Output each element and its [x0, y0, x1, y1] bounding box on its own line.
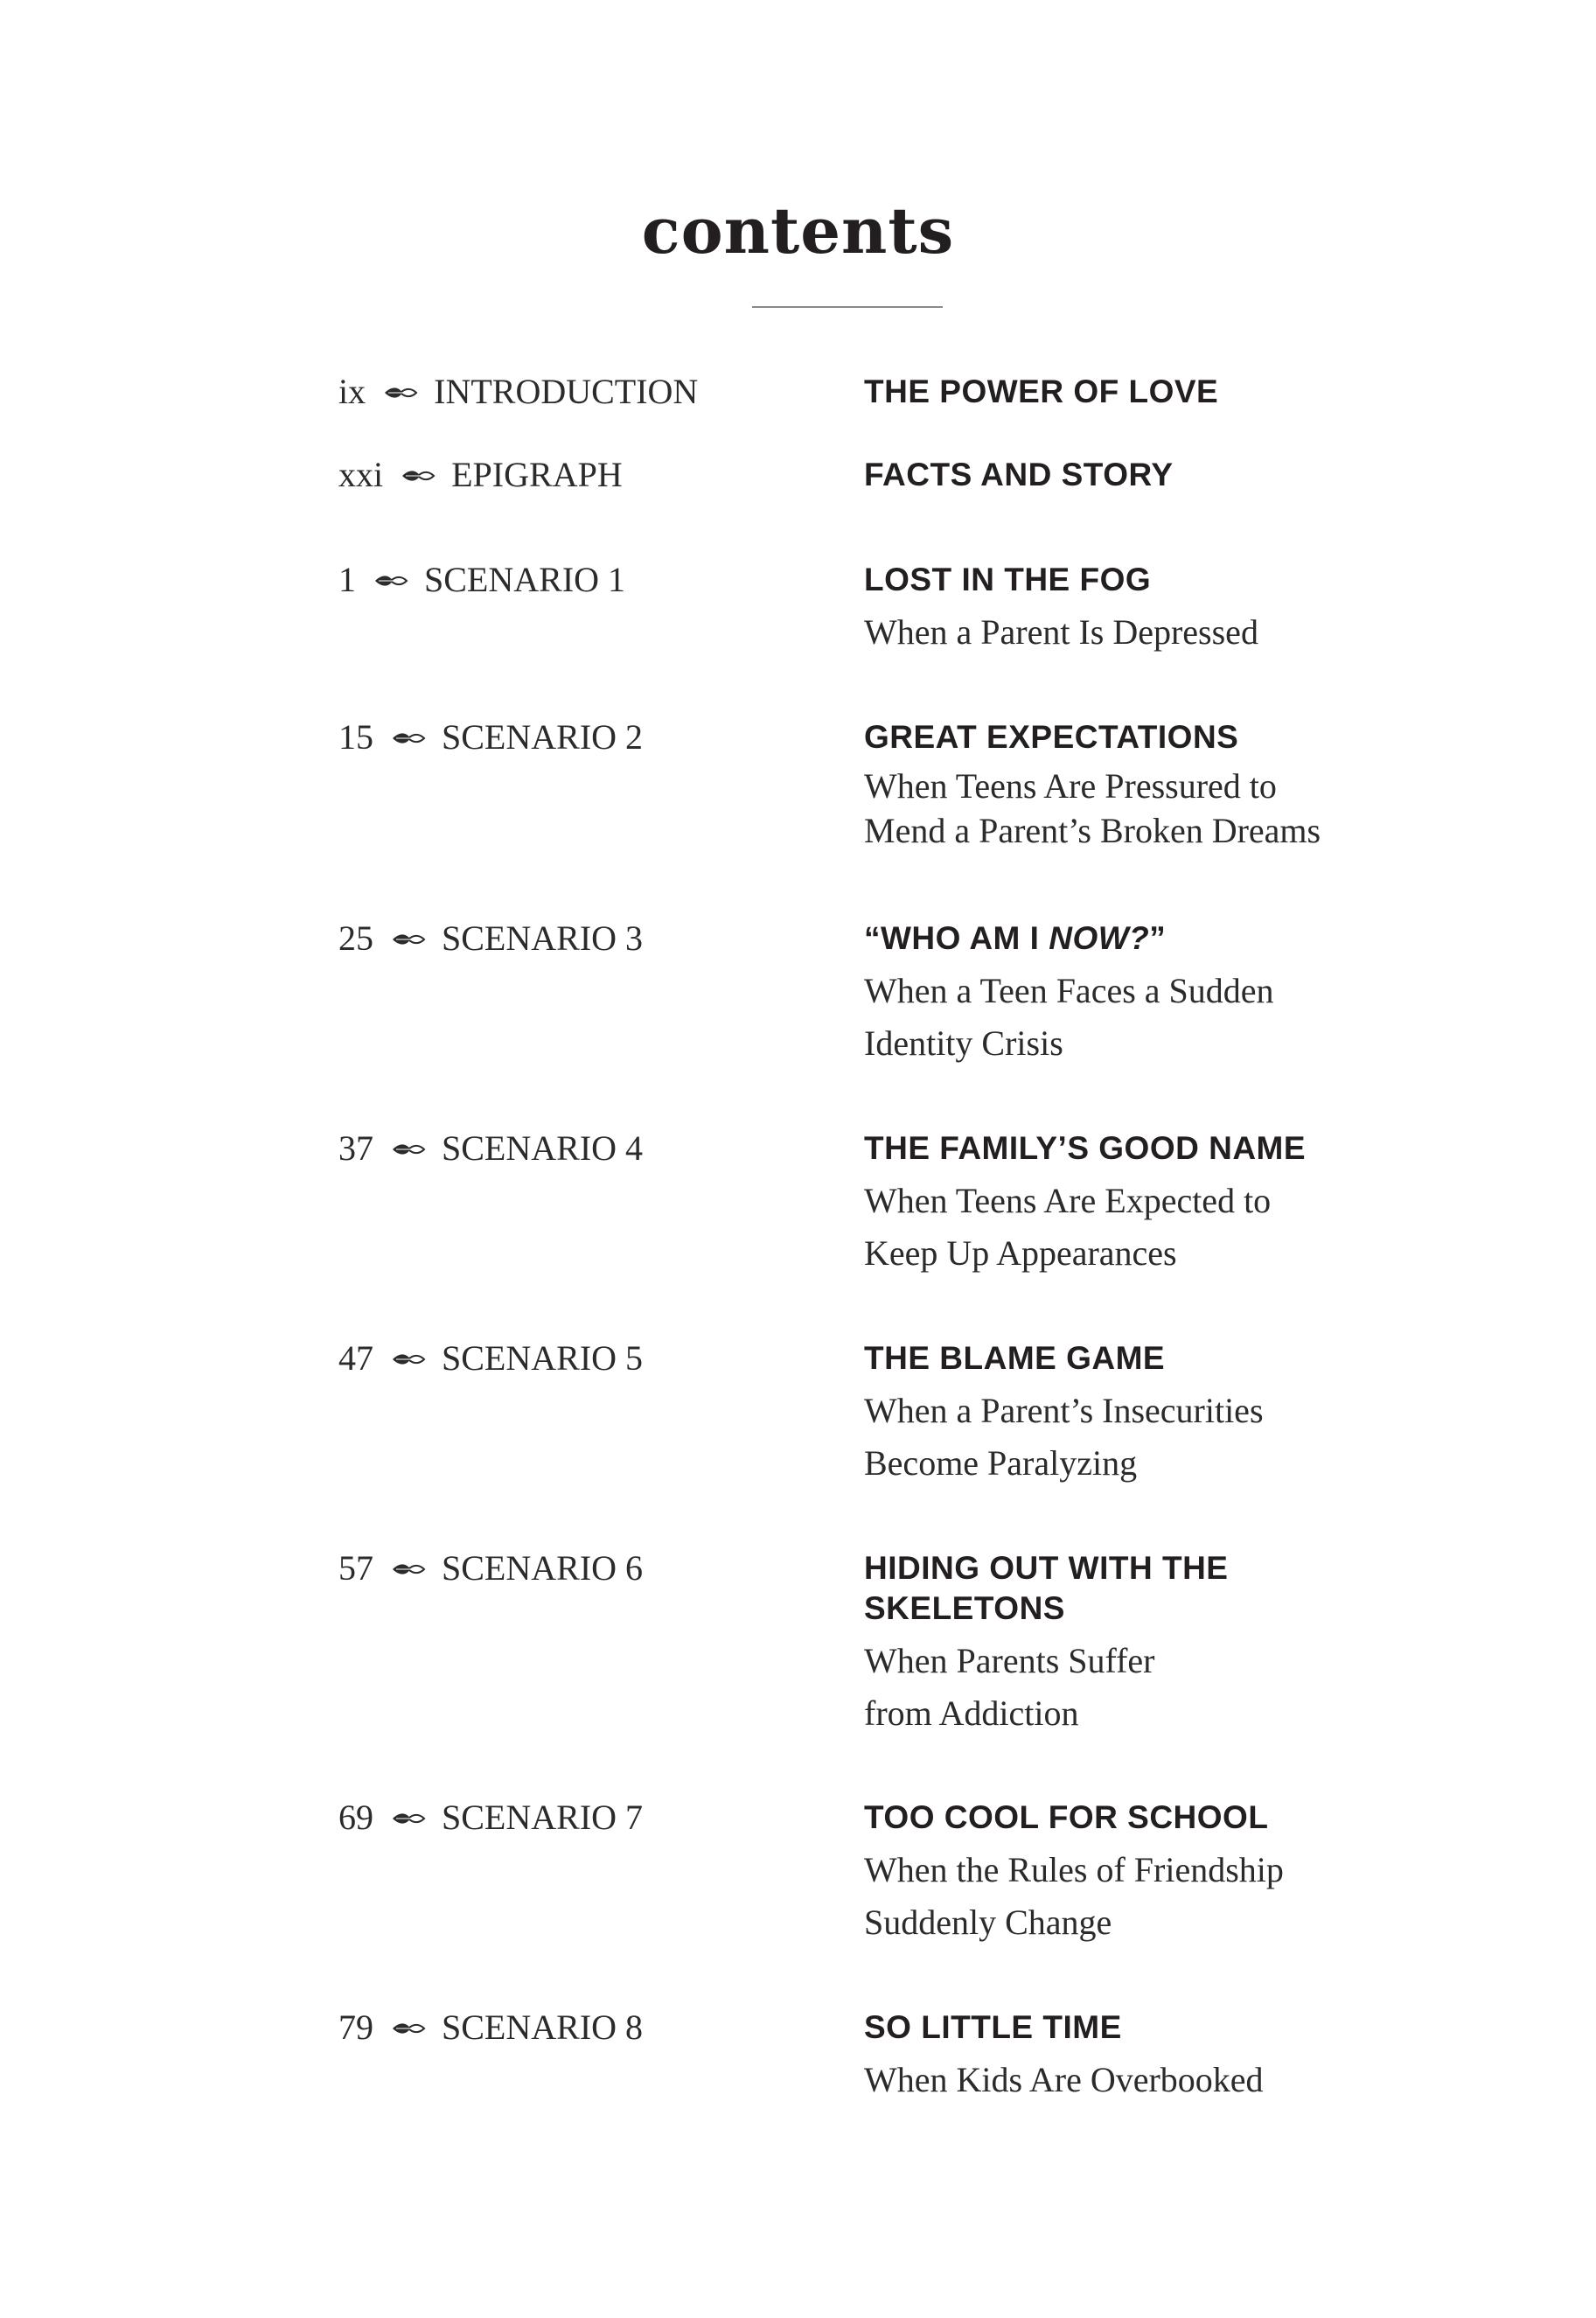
page-number: 15 — [338, 717, 373, 757]
entry-heading: THE BLAME GAME — [864, 1340, 1166, 1376]
entry-title-block — [864, 554, 1441, 659]
entry-heading — [864, 912, 1441, 965]
entry-heading: THE POWER OF LOVE — [864, 374, 1219, 409]
fleuron-icon — [391, 1560, 426, 1578]
entry-subtitle: Mend a Parent’s Broken Dreams — [864, 811, 1321, 850]
section-label: SCENARIO 3 — [442, 918, 644, 958]
entry-heading: FACTS AND STORY — [864, 457, 1174, 492]
entry-subtitle: When Parents Suffer — [864, 1641, 1155, 1680]
entry-page-ref — [338, 1791, 643, 1844]
entry-title-block — [864, 912, 1441, 1070]
page-number: 79 — [338, 2007, 373, 2047]
entry-page-ref — [338, 366, 698, 418]
entry-subtitle: from Addiction — [864, 1693, 1079, 1733]
section-label: SCENARIO 5 — [442, 1338, 644, 1378]
entry-subtitle: When Teens Are Expected to — [864, 1181, 1272, 1220]
entry-title-block — [864, 1542, 1441, 1740]
entry-title-block — [864, 1122, 1441, 1280]
section-label: SCENARIO 7 — [442, 1798, 644, 1837]
fleuron-icon — [391, 2020, 426, 2037]
entry-subtitle: When Teens Are Pressured to — [864, 766, 1277, 806]
entry-page-ref — [338, 554, 625, 606]
page-number: 1 — [338, 560, 356, 599]
section-label: SCENARIO 8 — [442, 2007, 644, 2047]
heading-part: “WHO AM I — [864, 920, 1049, 956]
entry-page-ref — [338, 1542, 643, 1595]
entry-page-ref — [338, 2001, 643, 2054]
section-label: INTRODUCTION — [434, 372, 699, 411]
fleuron-icon — [391, 1810, 426, 1827]
heading-line: SKELETONS — [864, 1590, 1065, 1626]
entry-subtitle: Become Paralyzing — [864, 1443, 1138, 1483]
page-number: 37 — [338, 1128, 373, 1168]
entry-subtitle: Keep Up Appearances — [864, 1233, 1177, 1273]
fleuron-icon — [383, 384, 418, 401]
entry-page-ref — [338, 711, 643, 764]
page-number: xxi — [338, 455, 384, 494]
page-number: 47 — [338, 1338, 373, 1378]
entry-subtitle: When Kids Are Overbooked — [864, 2060, 1264, 2099]
section-label: EPIGRAPH — [451, 455, 623, 494]
entry-page-ref — [338, 449, 623, 501]
entry-heading: THE FAMILY’S GOOD NAME — [864, 1130, 1307, 1166]
entry-subtitle: Suddenly Change — [864, 1903, 1112, 1942]
entry-subtitle: When a Parent Is Depressed — [864, 612, 1258, 652]
page-number: 69 — [338, 1798, 373, 1837]
fleuron-icon — [391, 1141, 426, 1158]
fleuron-icon — [373, 572, 408, 590]
entry-page-ref — [338, 912, 643, 965]
entry-heading: TOO COOL FOR SCHOOL — [864, 1799, 1269, 1835]
entry-title-block — [864, 1332, 1441, 1490]
section-label: SCENARIO 1 — [424, 560, 626, 599]
entry-subtitle: When a Teen Faces a Sudden — [864, 971, 1274, 1010]
entry-subtitle: When the Rules of Friendship — [864, 1850, 1284, 1889]
entry-heading: GREAT EXPECTATIONS — [864, 719, 1239, 755]
fleuron-icon — [391, 730, 426, 747]
section-label: SCENARIO 4 — [442, 1128, 644, 1168]
page-title: contents — [641, 193, 955, 268]
entry-heading — [864, 1542, 1441, 1635]
entry-subtitle: Identity Crisis — [864, 1023, 1063, 1063]
section-label: SCENARIO 2 — [442, 717, 644, 757]
entry-page-ref — [338, 1122, 643, 1175]
fleuron-icon — [401, 467, 436, 485]
heading-part: ” — [1149, 920, 1167, 956]
fleuron-icon — [391, 931, 426, 948]
entry-title-block — [864, 449, 1441, 501]
fleuron-icon — [391, 1351, 426, 1368]
page-number: 57 — [338, 1548, 373, 1588]
entry-heading: LOST IN THE FOG — [864, 562, 1152, 597]
entry-page-ref — [338, 1332, 643, 1385]
entry-subtitle: When a Parent’s Insecurities — [864, 1391, 1264, 1430]
heading-line: HIDING OUT WITH THE — [864, 1550, 1229, 1586]
heading-emphasis: NOW? — [1049, 920, 1150, 956]
section-label: SCENARIO 6 — [442, 1548, 644, 1588]
entry-title-block — [864, 366, 1441, 418]
page-number: 25 — [338, 918, 373, 958]
entry-title-block — [864, 2001, 1441, 2106]
entry-heading: SO LITTLE TIME — [864, 2009, 1122, 2045]
page-number: ix — [338, 372, 366, 411]
title-divider — [752, 306, 943, 308]
entry-title-block — [864, 711, 1441, 853]
entry-title-block — [864, 1791, 1441, 1949]
